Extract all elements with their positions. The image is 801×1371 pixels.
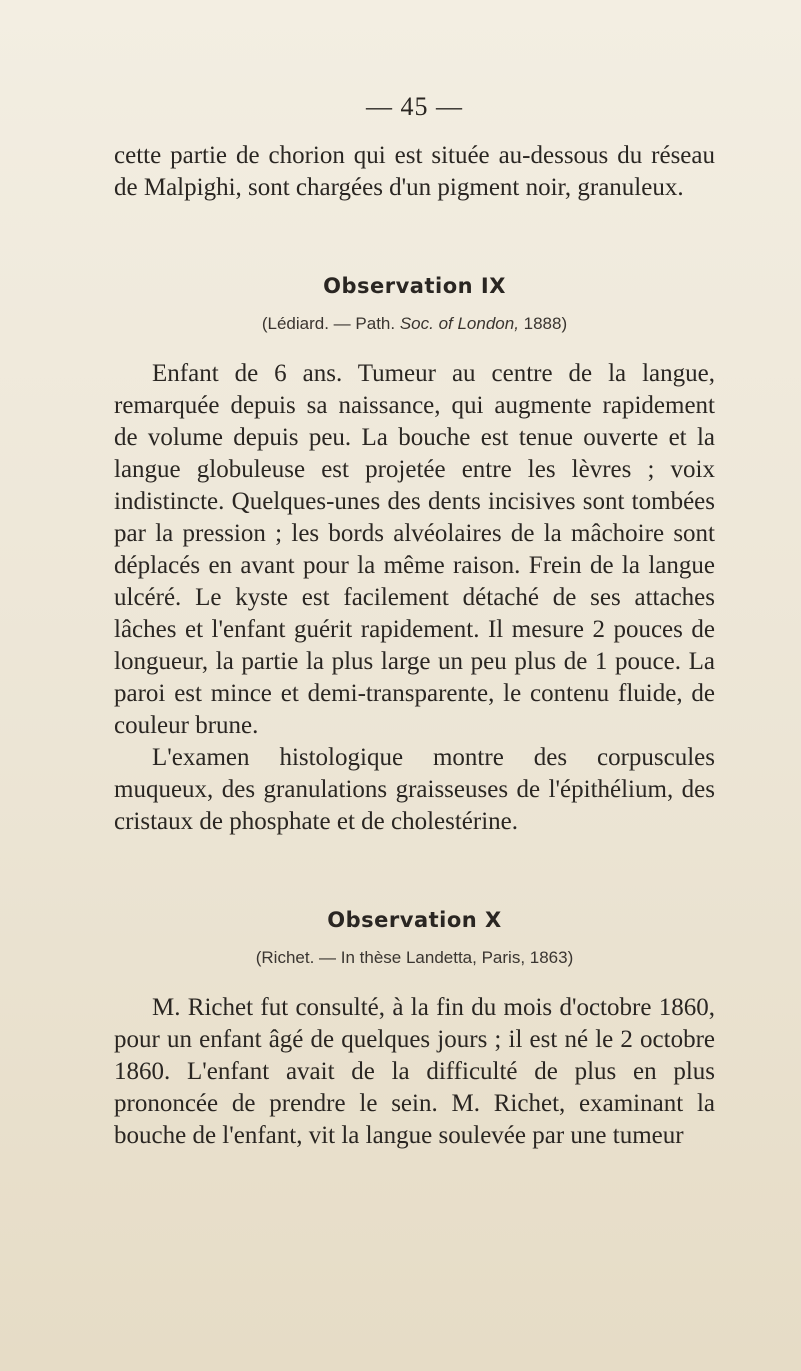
observation-x-reference: [114, 948, 715, 968]
intro-paragraph: cette partie de chorion qui est située au-dessous du réseau de Malpighi, sont chargées d'un pigment noir, granuleux.: [114, 142, 715, 201]
observation-ix-reference: [114, 314, 715, 334]
reference-suffix: 1888): [518, 314, 568, 333]
reference-prefix: (Richet. — In thèse Landetta, Paris, 1863): [255, 948, 574, 967]
observation-x-paragraph: M. Richet fut consulté, à la fin du mois d'octobre 1860, pour un enfant âgé de quelques jours ; il est né le 2 octobre 1860. L'enfant avait de la difficulté de plus en plus prononcée de prendre le sein. M. Richet, examinant la bouche de l'enfant, vit la langue soulevée par une tumeur: [114, 994, 715, 1149]
observation-ix: [114, 274, 715, 838]
reference-prefix: (Lédiard. — Path.: [261, 314, 400, 333]
observation-ix-paragraph: Enfant de 6 ans. Tumeur au centre de la langue, remarquée depuis sa naissance, qui augmente rapidement de volume depuis peu. La bouche est tenue ouverte et la langue globuleuse est projetée entre les lèvres ; voix indistincte. Quelques-unes des dents incisives sont tombées par la pression ; les bords alvéolaires de la mâchoire sont déplacés en avant pour la même raison. Frein de la langue ulcéré. Le kyste est facilement détaché de ses attaches lâches et l'enfant guérit rapidement. Il mesure 2 pouces de longueur, la partie la plus large un peu plus de 1 pouce. La paroi est mince et demi-transparente, le contenu fluide, de couleur brune.: [114, 360, 715, 739]
observation-ix-title: Observation IX: [323, 274, 506, 298]
observation-x: [114, 908, 715, 1152]
reference-journal: Soc. of London,: [399, 314, 519, 333]
observation-x-title: Observation X: [327, 908, 502, 932]
page-number: — 45 —: [366, 92, 463, 121]
observation-ix-paragraph: L'examen histologique montre des corpuscules muqueux, des granulations graisseuses de l'épithélium, des cristaux de phosphate et de cholestérine.: [114, 744, 715, 835]
